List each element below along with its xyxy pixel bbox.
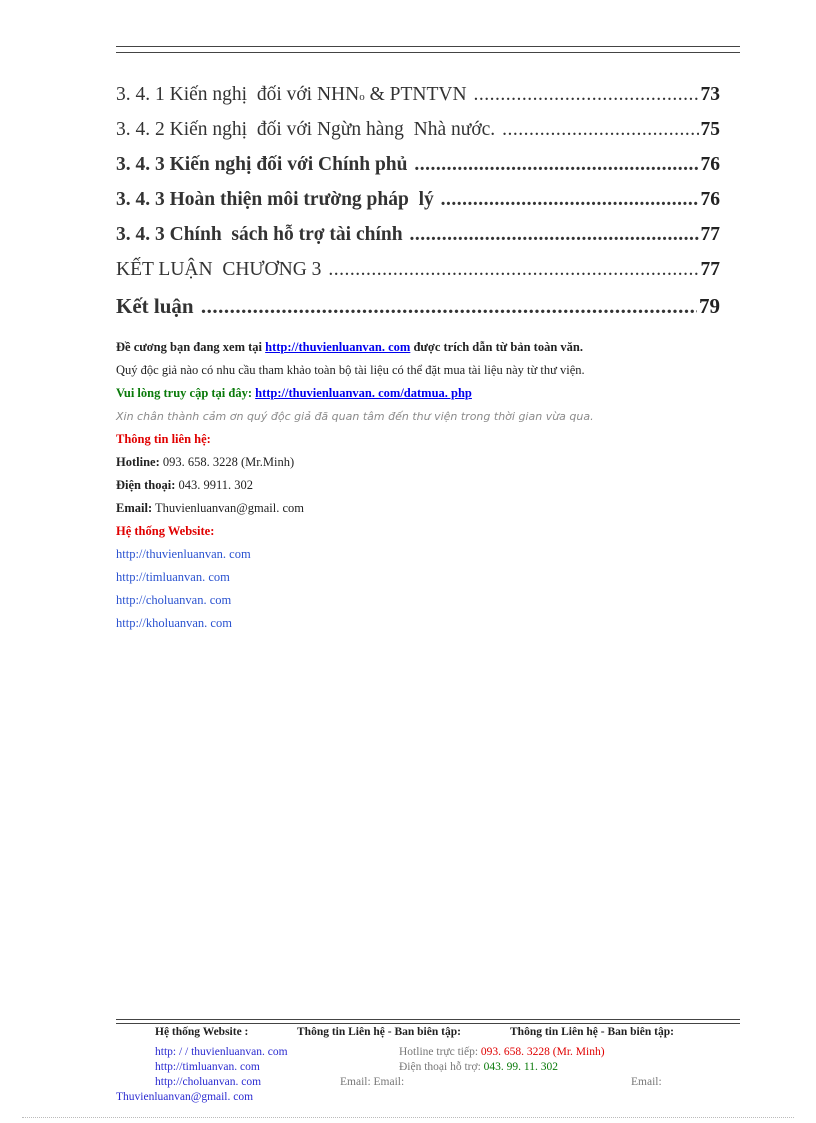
footer-contact-title: Thông tin Liên hệ - Ban biên tập: <box>297 1026 461 1038</box>
toc-entry[interactable] <box>116 294 720 329</box>
source-notice-prefix: Đề cương bạn đang xem tại <box>116 340 266 354</box>
footer-email-address[interactable]: Thuvienluanvan@gmail. com <box>116 1091 254 1103</box>
toc-entry-title-rest: & PTNTVN <box>364 84 472 105</box>
toc-entry[interactable] <box>116 224 720 259</box>
toc-page-number: 76 <box>700 189 720 210</box>
hotline-label: Hotline: <box>116 455 160 469</box>
toc-entry-title: KẾT LUẬN CHƯƠNG 3 <box>116 259 327 280</box>
footer-contact-title-2: Thông tin Liên hệ - Ban biên tập: <box>510 1026 674 1038</box>
toc-entry-title: 3. 4. 3 Kiến nghị đối với Chính phủ <box>116 154 413 175</box>
toc-entry[interactable] <box>116 154 720 189</box>
footer-site-link[interactable]: http://choluanvan. com <box>155 1076 262 1088</box>
phone-value: 043. 9911. 302 <box>175 478 254 492</box>
toc-leader-dots <box>409 224 698 246</box>
toc-leader-dots <box>201 294 697 319</box>
toc-page-number: 75 <box>700 119 720 140</box>
phone <box>116 474 736 497</box>
footer-support-value: 043. 99. 11. 302 <box>483 1061 558 1073</box>
toc-leader-dots <box>502 119 698 141</box>
toc-leader-dots <box>414 154 698 176</box>
phone-label: Điện thoại: <box>116 478 176 492</box>
toc-page-number: 77 <box>700 224 720 245</box>
page-bottom-border <box>22 1117 794 1118</box>
library-link[interactable]: http://thuvienluanvan. com <box>265 340 411 354</box>
access-notice-prefix: Vui lòng truy cập tại đây: <box>116 386 256 400</box>
toc-leader-dots <box>441 189 699 211</box>
toc-entry-title: 3. 4. 2 Kiến nghị đối với Ngừn hàng Nhà nước. <box>116 119 501 140</box>
toc-entry-title: 3. 4. 3 Chính sách hỗ trợ tài chính <box>116 224 408 245</box>
toc-leader-dots <box>473 84 698 106</box>
footer-websites-title: Hệ thống Website : <box>155 1026 249 1038</box>
toc-page-number: 76 <box>700 154 720 175</box>
toc-entry-title: Kết luận <box>116 294 199 318</box>
footer-hotline-value: 093. 658. 3228 (Mr. Minh) <box>480 1046 605 1058</box>
email-label: Email: <box>116 501 153 515</box>
toc-entry[interactable] <box>116 119 720 154</box>
toc-entry-title: 3. 4. 3 Hoàn thiện môi trường pháp lý <box>116 189 439 210</box>
source-notice-suffix: được trích dẫn từ bản toàn văn. <box>410 340 583 354</box>
website-link[interactable]: http://choluanvan. com <box>116 593 232 607</box>
footer-support-label: Điện thoại hỗ trợ: <box>399 1061 484 1073</box>
footer-site-link[interactable]: http://timluanvan. com <box>155 1061 260 1073</box>
toc-leader-dots <box>328 259 698 281</box>
toc-entry[interactable] <box>116 189 720 224</box>
hotline-value: 093. 658. 3228 (Mr.Minh) <box>159 455 295 469</box>
table-of-contents <box>116 84 720 329</box>
toc-entry-title: 3. 4. 1 Kiến nghị đối với NHN <box>116 84 360 105</box>
footer-email-mid: Email: Email: <box>340 1076 405 1088</box>
website-link[interactable]: http://timluanvan. com <box>116 570 230 584</box>
email <box>116 497 736 520</box>
footer-hotline <box>399 1046 605 1058</box>
toc-page-number: 73 <box>700 84 720 105</box>
website-link[interactable]: http://kholuanvan. com <box>116 616 232 630</box>
footer-rule <box>116 1019 740 1024</box>
access-notice <box>116 382 736 405</box>
toc-page-number: 77 <box>700 259 720 280</box>
footer-email-right: Email: <box>631 1076 662 1088</box>
toc-entry[interactable] <box>116 84 720 119</box>
contact-title: Thông tin liên hệ: <box>116 432 211 446</box>
toc-entry-subscript: o <box>359 91 365 103</box>
toc-entry[interactable] <box>116 259 720 294</box>
footer-hotline-label: Hotline trực tiếp: <box>399 1046 481 1058</box>
website-title: Hệ thống Website: <box>116 524 215 538</box>
thanks-notice: Xin chân thành cảm ơn quý độc giả đã quan tâm đến thư viện trong thời gian vừa qua. <box>116 410 594 423</box>
email-value[interactable]: Thuvienluanvan@gmail. com <box>152 501 304 515</box>
purchase-notice: Quý độc giả nào có nhu cầu tham khảo toàn bộ tài liệu có thể đặt mua tài liệu này từ thư viện. <box>116 363 585 377</box>
hotline <box>116 451 736 474</box>
library-info <box>116 336 736 635</box>
order-link[interactable]: http://thuvienluanvan. com/datmua. php <box>255 386 472 400</box>
source-notice <box>116 336 736 359</box>
footer-support <box>399 1061 558 1073</box>
header-rule <box>116 46 740 53</box>
website-link[interactable]: http://thuvienluanvan. com <box>116 547 251 561</box>
footer-site-link[interactable]: http: / / thuvienluanvan. com <box>155 1046 288 1058</box>
toc-page-number: 79 <box>699 294 720 318</box>
